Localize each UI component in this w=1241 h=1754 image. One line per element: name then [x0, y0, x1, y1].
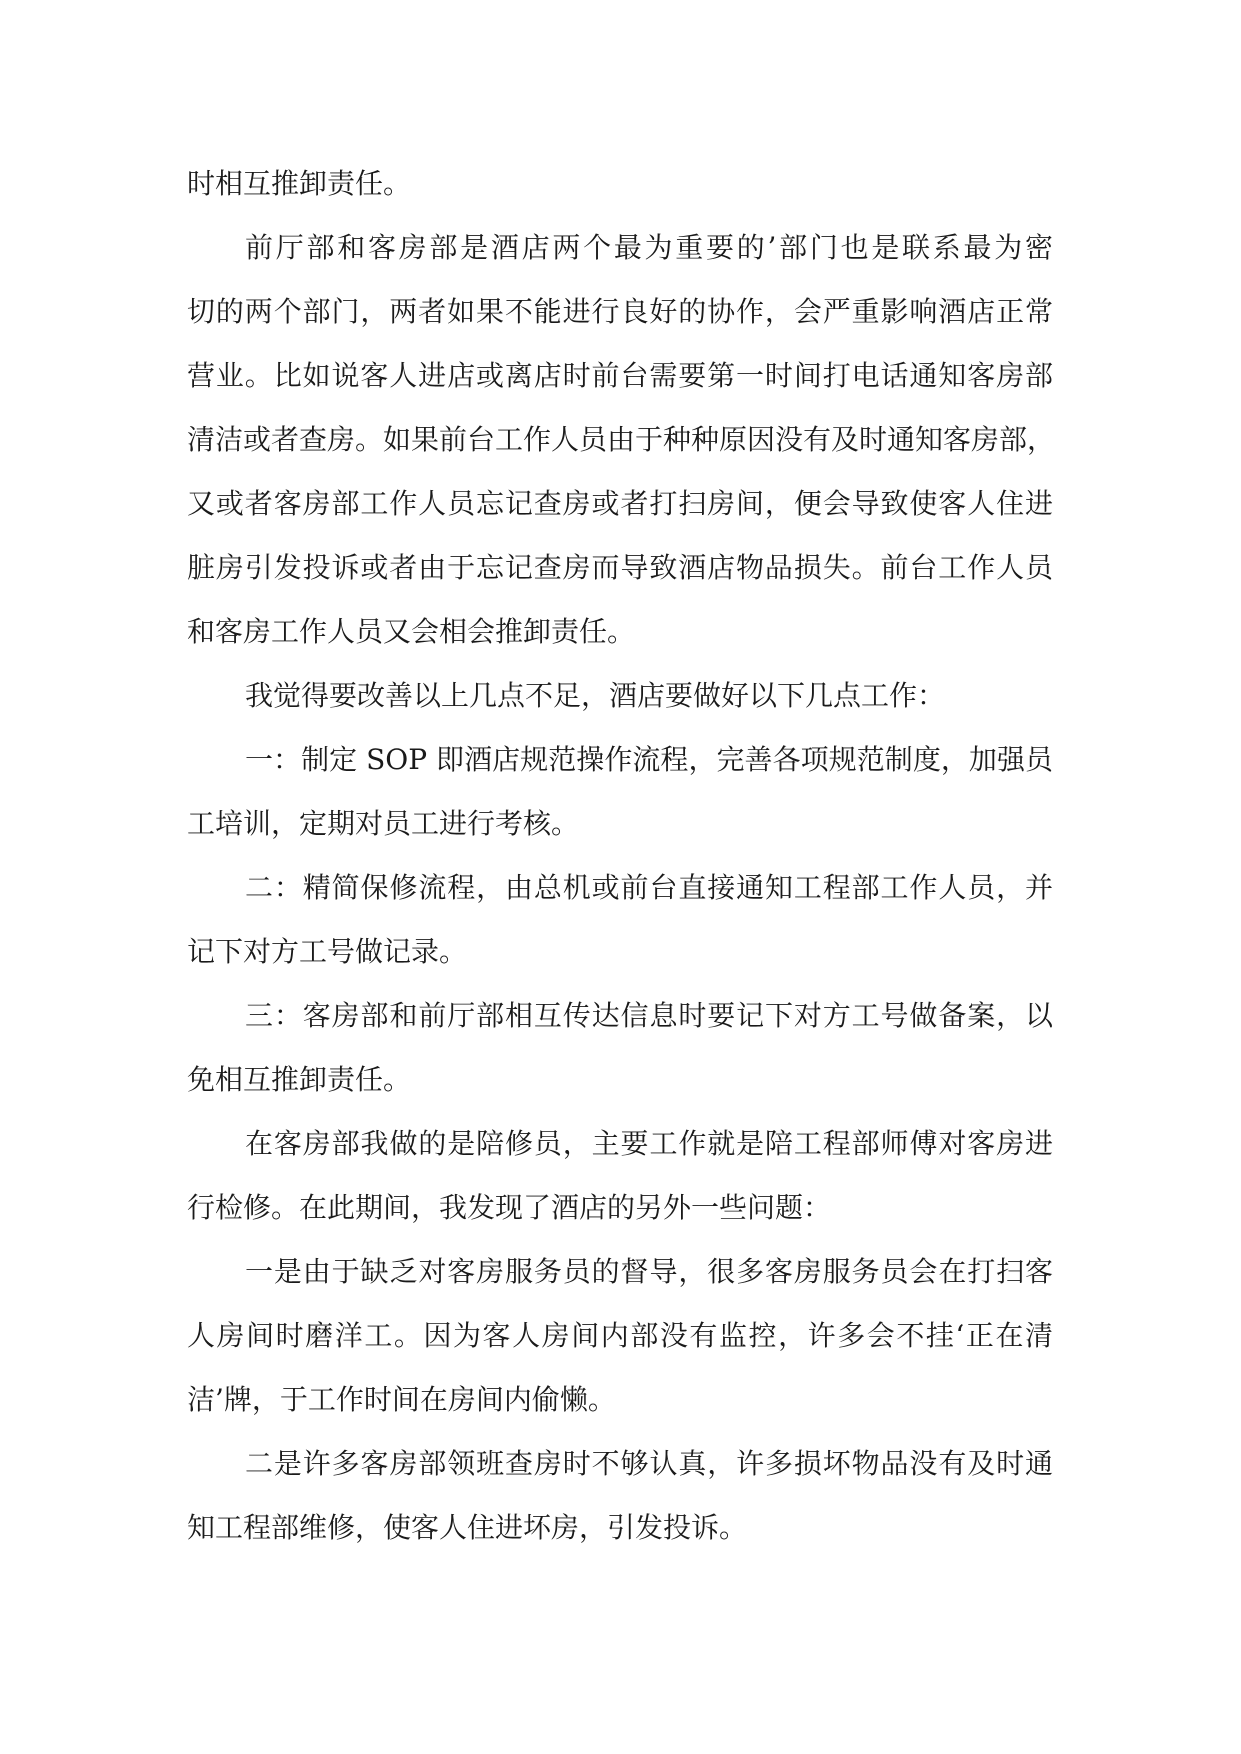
text-line: 洁’牌，于工作时间在房间内偷懒。 [187, 1383, 616, 1416]
text-line: 和客房工作人员又会相会推卸责任。 [187, 615, 636, 648]
text-line: 切的两个部门，两者如果不能进行良好的协作，会严重影响酒店正常 [187, 295, 1053, 328]
text-line: 记下对方工号做记录。 [187, 935, 468, 968]
text-line: 行检修。在此期间，我发现了酒店的另外一些问题： [187, 1191, 832, 1224]
text-line: 一是由于缺乏对客房服务员的督导，很多客房服务员会在打扫客 [245, 1255, 1053, 1288]
text-line: 知工程部维修，使客人住进坏房，引发投诉。 [187, 1511, 748, 1544]
text-line: 时相互推卸责任。 [187, 167, 412, 200]
text-line: 前厅部和客房部是酒店两个最为重要的’部门也是联系最为密 [245, 231, 1053, 264]
text-line: 一：制定 SOP 即酒店规范操作流程，完善各项规范制度，加强员 [245, 743, 1053, 776]
document-body [187, 152, 1056, 1560]
text-line: 人房间时磨洋工。因为客人房间内部没有监控，许多会不挂‘正在清 [187, 1319, 1053, 1352]
text-line: 在客房部我做的是陪修员，主要工作就是陪工程部师傅对客房进 [245, 1127, 1053, 1160]
text-line: 清洁或者查房。如果前台工作人员由于种种原因没有及时通知客房部， [187, 423, 1056, 456]
text-line: 二：精简保修流程，由总机或前台直接通知工程部工作人员，并 [245, 871, 1053, 904]
text-line: 工培训，定期对员工进行考核。 [187, 807, 580, 840]
text-line: 二是许多客房部领班查房时不够认真，许多损坏物品没有及时通 [245, 1447, 1053, 1480]
text-line: 脏房引发投诉或者由于忘记查房而导致酒店物品损失。前台工作人员 [187, 551, 1053, 584]
text-line: 又或者客房部工作人员忘记查房或者打扫房间，便会导致使客人住进 [187, 487, 1053, 520]
text-line: 免相互推卸责任。 [187, 1063, 412, 1096]
text-line: 我觉得要改善以上几点不足，酒店要做好以下几点工作： [245, 679, 946, 712]
text-line: 营业。比如说客人进店或离店时前台需要第一时间打电话通知客房部 [187, 359, 1053, 392]
text-line: 三：客房部和前厅部相互传达信息时要记下对方工号做备案，以 [245, 999, 1053, 1032]
